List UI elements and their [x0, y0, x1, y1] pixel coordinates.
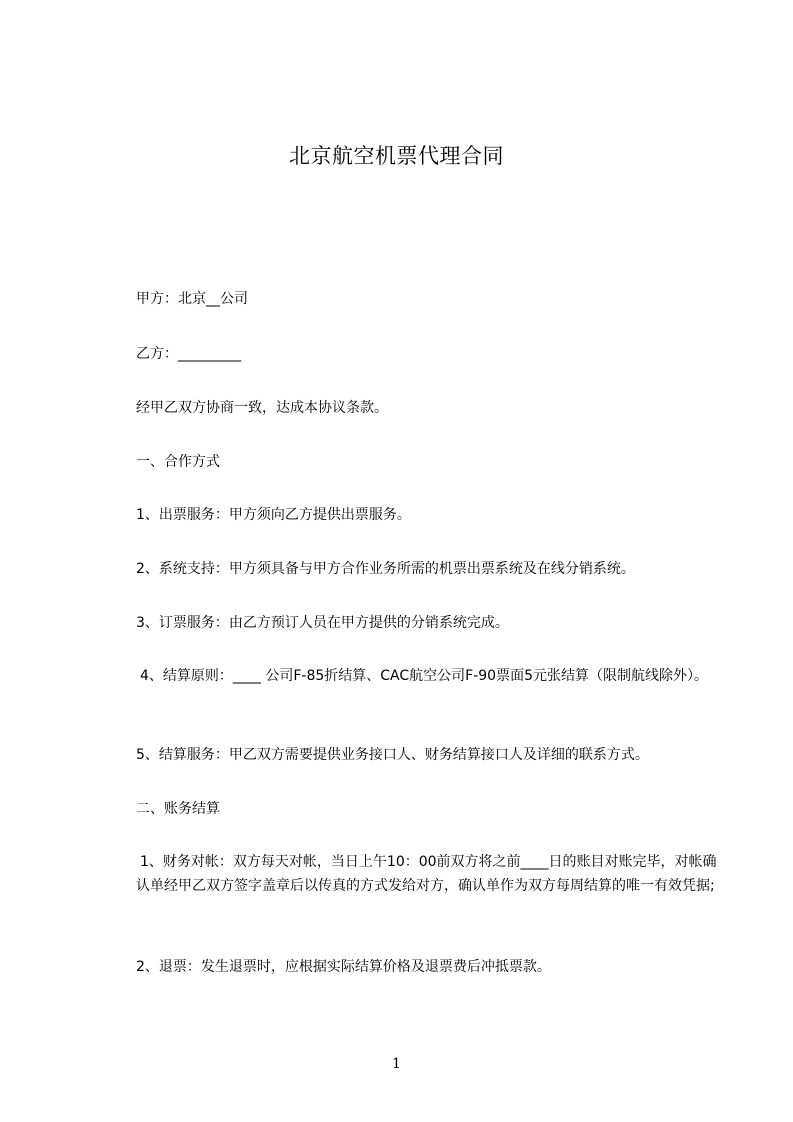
agreement-intro: 经甲乙双方协商一致，达成本协议条款。 [136, 400, 388, 416]
party-b-line: 乙方：_________ [136, 346, 241, 362]
page-number: 1 [392, 1056, 401, 1072]
party-a-line: 甲方：北京__公司 [136, 291, 248, 307]
section-heading-cooperation: 一、合作方式 [136, 454, 220, 470]
clause-settlement-service: 5、结算服务：甲乙双方需要提供业务接口人、财务结算接口人及详细的联系方式。 [136, 747, 649, 763]
clause-settlement-principle: 4、结算原则：____ 公司F-85折结算、CAC航空公司F-90票面5元张结算（限制航线除外）。 [140, 668, 708, 684]
clause-refund: 2、退票：发生退票时，应根据实际结算价格及退票费后冲抵票款。 [136, 959, 551, 975]
document-title: 北京航空机票代理合同 [289, 144, 504, 168]
section-heading-accounting: 二、账务结算 [136, 801, 220, 817]
clause-system-support: 2、系统支持：甲方须具备与甲方合作业务所需的机票出票系统及在线分销系统。 [136, 561, 635, 577]
clause-booking-service: 3、订票服务：由乙方预订人员在甲方提供的分销系统完成。 [136, 615, 509, 631]
clause-financial-reconciliation: 1、财务对帐：双方每天对帐，当日上午10：00前双方将之前____日的账目对账完毕，对帐确认单经甲乙双方签字盖章后以传真的方式发给对方，确认单作为双方每周结算的唯一有效凭据; [136, 854, 717, 894]
clause-ticketing-service: 1、出票服务：甲方须向乙方提供出票服务。 [136, 507, 411, 523]
